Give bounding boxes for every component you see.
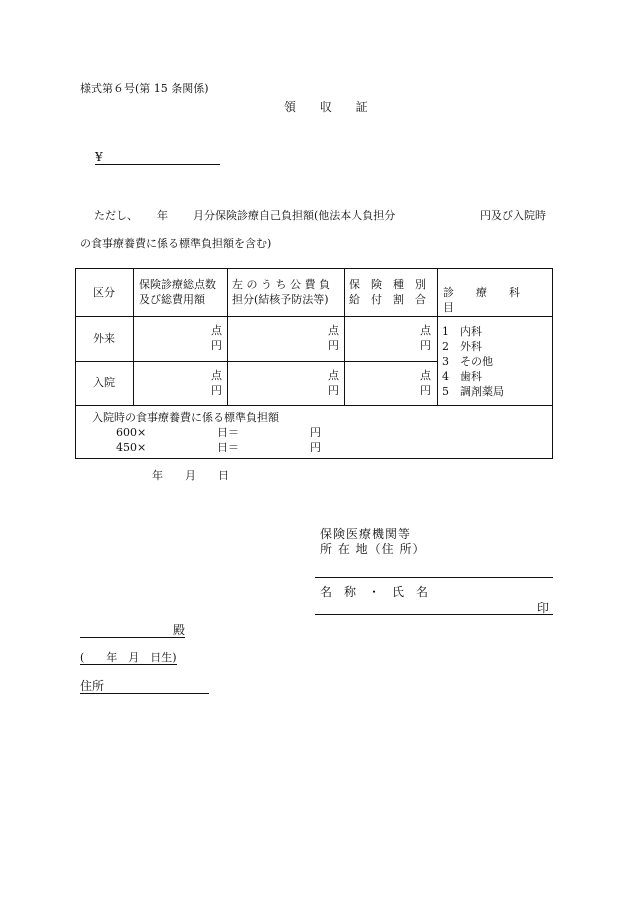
table-rule	[437, 269, 438, 405]
inpatient-public-points[interactable]: 点	[328, 369, 339, 382]
recipient-name-field[interactable]	[80, 623, 185, 638]
meal-days[interactable]: 日＝	[217, 441, 239, 454]
row-label-inpatient: 入院	[93, 376, 115, 389]
outpatient-insurance-yen[interactable]: 円	[420, 339, 431, 352]
document-title: 領 収 証	[284, 100, 378, 114]
outpatient-insurance-points[interactable]: 点	[420, 324, 431, 337]
yen-symbol: ¥	[95, 150, 103, 164]
notice-text-3: 円及び入院時	[480, 209, 546, 222]
inpatient-public-yen[interactable]: 円	[328, 384, 339, 397]
header-insurance-type-2: 給 付 割 合	[349, 293, 426, 306]
header-insured-points-2: 及び総費用額	[139, 293, 205, 306]
inpatient-insurance-yen[interactable]: 円	[420, 384, 431, 397]
seal-mark: 印	[537, 601, 550, 615]
meal-rate: 600×	[116, 426, 147, 439]
meal-yen[interactable]: 円	[310, 441, 321, 454]
institution-address-label: 所 在 地（住 所）	[320, 542, 426, 556]
header-insurance-type-1: 保 険 種 別	[349, 278, 426, 291]
outpatient-public-points[interactable]: 点	[328, 324, 339, 337]
table-rule	[76, 361, 437, 362]
institution-name-label: 名 称 ・ 氏 名	[320, 585, 429, 599]
department-item[interactable]: 2 外科	[442, 340, 482, 353]
department-item[interactable]: 1 内科	[442, 325, 482, 338]
inpatient-total-yen[interactable]: 円	[211, 384, 222, 397]
birth-date-field[interactable]: ( 年 月 日生)	[80, 651, 177, 664]
notice-text-1: ただし、	[94, 209, 138, 222]
notice-text-2: 月分保険診療自己負担額(他法本人負担分	[193, 209, 396, 222]
inpatient-total-points[interactable]: 点	[211, 369, 222, 382]
table-rule	[227, 269, 228, 405]
institution-label: 保険医療機関等	[320, 527, 412, 541]
header-public-burden-1: 左 の う ち 公 費 負	[232, 278, 330, 291]
meal-yen[interactable]: 円	[310, 426, 321, 439]
outpatient-public-yen[interactable]: 円	[328, 339, 339, 352]
header-department: 診 療 科 目	[443, 286, 542, 314]
meal-rate: 450×	[116, 441, 147, 454]
notice-year: 年	[157, 209, 168, 222]
table-rule	[344, 269, 345, 405]
outpatient-total-yen[interactable]: 円	[211, 339, 222, 352]
department-item[interactable]: 5 調剤薬局	[442, 385, 504, 398]
receipt-table	[75, 268, 553, 459]
notice-text-4: の食事療養費に係る標準負担額を含む)	[80, 237, 272, 250]
outpatient-total-points[interactable]: 点	[211, 324, 222, 337]
row-label-outpatient: 外来	[93, 332, 115, 345]
address-label: 住所	[80, 679, 105, 693]
department-item[interactable]: 3 その他	[442, 355, 493, 368]
issue-date[interactable]: 年 月 日	[152, 469, 229, 482]
divider	[315, 614, 553, 615]
form-number: 様式第６号(第 15 条関係)	[80, 82, 209, 95]
header-category: 区分	[93, 286, 115, 299]
recipient-suffix: 殿	[172, 623, 185, 637]
header-insured-points-1: 保険診療総点数	[139, 278, 216, 291]
address-field[interactable]	[80, 679, 209, 694]
amount-field[interactable]	[95, 150, 220, 165]
divider	[315, 577, 553, 578]
department-item[interactable]: 4 歯科	[442, 370, 482, 383]
table-rule	[76, 405, 552, 406]
header-public-burden-2: 担分(結核予防法等)	[232, 293, 329, 306]
table-rule	[133, 269, 134, 405]
meal-days[interactable]: 日＝	[217, 426, 239, 439]
meal-cost-title: 入院時の食事療養費に係る標準負担額	[92, 411, 279, 424]
table-rule	[76, 316, 552, 317]
inpatient-insurance-points[interactable]: 点	[420, 369, 431, 382]
